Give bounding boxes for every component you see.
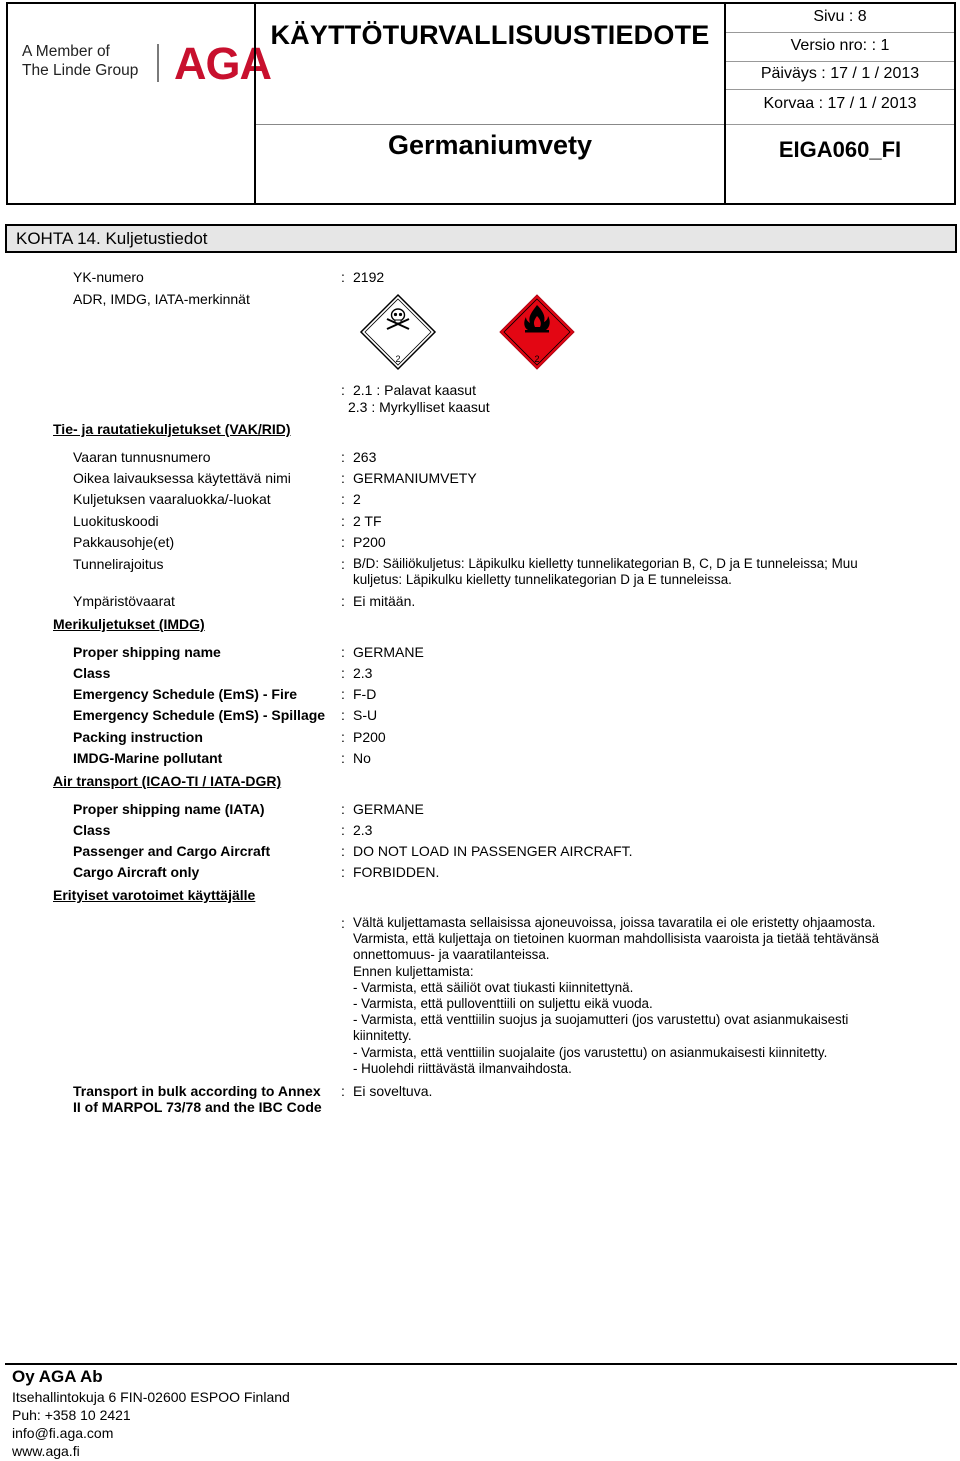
packing-instruction-value: P200 [353,534,386,550]
document-meta [726,4,954,203]
logo-divider [157,44,159,82]
iata-shipping-name-label: Proper shipping name (IATA) [73,801,265,817]
colon: : [341,843,345,859]
marine-pollutant-label: IMDG-Marine pollutant [73,750,223,766]
page-number: Sivu : 8 [813,8,867,25]
precaution-line: - Varmista, että säiliöt ovat tiukasti kiinnitettynä. [353,979,634,995]
meta-divider [726,32,954,33]
markings-label: ADR, IMDG, IATA-merkinnät [73,291,250,307]
colon: : [341,801,345,817]
precaution-line: - Varmista, että venttiilin suojus ja suojamutteri (jos varustettu) ovat asianmukaisesti [353,1012,849,1028]
road-rail-heading: Tie- ja rautatiekuljetukset (VAK/RID) [53,421,291,437]
document-title: KÄYTTÖTURVALLISUUSTIEDOTE [270,20,710,50]
tunnel-restriction-value [353,556,858,588]
replaces-date: Korvaa : 17 / 1 / 2013 [763,95,917,112]
footer-website[interactable]: www.aga.fi [12,1443,80,1459]
document-header [6,2,956,205]
hazard-class-label: Kuljetuksen vaaraluokka/-luokat [73,491,271,507]
bulk-label-line: Transport in bulk according to Annex [73,1083,321,1099]
sea-shipping-name-label: Proper shipping name [73,644,221,660]
packing-instruction-label: Pakkausohje(et) [73,534,175,550]
flammable-gas-pictogram [497,292,577,372]
hazard-id-value: 263 [353,449,377,465]
precaution-line: onnettomuus- ja vaaratilanteissa. [353,947,550,963]
special-precautions-text [353,915,879,1077]
shipping-name-label: Oikea laivauksessa käytettävä nimi [73,470,291,486]
meta-divider [726,61,954,62]
tunnel-line: B/D: Säiliökuljetus: Läpikulku kielletty tunnelikategorian B, C, D ja E tunneleissa; Muu [353,556,858,571]
colon: : [341,449,345,465]
colon: : [341,822,345,838]
linde-group-text [22,42,138,80]
sea-class-value: 2.3 [353,665,373,681]
bulk-label-line: II of MARPOL 73/78 and the IBC Code [73,1099,322,1115]
footer-company: Oy AGA Ab [12,1367,103,1386]
pictogram-class-number: 2 [534,354,540,364]
colon: : [341,593,345,609]
product-name: Germaniumvety [387,130,593,160]
precaution-line: kiinnitetty. [353,1028,412,1044]
cargo-aircraft-value: FORBIDDEN. [353,864,440,880]
footer-phone: Puh: +358 10 2421 [12,1407,131,1423]
colon: : [341,707,345,723]
iata-shipping-name-value: GERMANE [353,801,424,817]
un-number-label: YK-numero [73,269,144,285]
colon: : [341,534,345,550]
shipping-name-value: GERMANIUMVETY [353,470,477,486]
colon: : [341,686,345,702]
sea-packing-value: P200 [353,729,386,745]
passenger-aircraft-value: DO NOT LOAD IN PASSENGER AIRCRAFT. [353,843,633,859]
ems-fire-label: Emergency Schedule (EmS) - Fire [73,686,298,702]
colon: : [341,750,345,766]
section-title: KOHTA 14. Kuljetustiedot [5,224,957,253]
ems-spillage-label: Emergency Schedule (EmS) - Spillage [73,707,326,723]
colon: : [341,269,345,285]
sea-shipping-name-value: GERMANE [353,644,424,660]
colon: : [341,1083,345,1099]
passenger-aircraft-label: Passenger and Cargo Aircraft [73,843,271,859]
hazard-class-value: 2 [353,491,361,507]
aga-logo: AGA [174,38,271,89]
precaution-line: Ennen kuljettamista: [353,963,474,979]
tunnel-restriction-label: Tunnelirajoitus [73,556,164,572]
ems-spillage-value: S-U [353,707,378,723]
ems-fire-value: F-D [353,686,377,702]
meta-divider [726,89,954,90]
special-precautions-heading: Erityiset varotoimet käyttäjälle [53,887,256,903]
environmental-hazards-value: Ei mitään. [353,593,416,609]
marking-class-2-3: 2.3 : Myrkylliset kaasut [348,399,490,415]
document-code: EIGA060_FI [778,137,902,162]
colon: : [341,864,345,880]
classification-code-value: 2 TF [353,513,382,529]
air-transport-heading: Air transport (ICAO-TI / IATA-DGR) [53,773,282,789]
colon: : [341,665,345,681]
marine-pollutant-value: No [353,750,371,766]
version-number: Versio nro: : 1 [790,37,890,54]
pictogram-class-number: 2 [395,354,401,364]
un-number-value: 2192 [353,269,385,285]
colon: : [341,491,345,507]
sea-transport-heading: Merikuljetukset (IMDG) [53,616,205,632]
tunnel-line: kuljetus: Läpikulku kielletty tunnelikategorian D ja E tunneleissa. [353,572,732,588]
title-column [254,4,726,203]
sea-packing-label: Packing instruction [73,729,203,745]
precaution-line: - Huolehdi riittävästä ilmanvaihdosta. [353,1060,572,1076]
hazard-id-label: Vaaran tunnusnumero [73,449,211,465]
issue-date: Päiväys : 17 / 1 / 2013 [760,65,920,82]
precaution-line: Varmista, että kuljettaja on tietoinen kuorman mahdollisista vaaroista ja tietää tehtävänsä [353,931,879,947]
colon: : [341,513,345,529]
toxic-gas-pictogram [358,292,438,372]
bulk-transport-label [73,1083,322,1115]
air-class-label: Class [73,822,111,838]
meta-divider [726,124,954,125]
colon: : [341,470,345,486]
company-logo [8,4,271,124]
colon: : [341,729,345,745]
colon: : [341,644,345,660]
logo-text-line1: A Member of [22,43,110,60]
sea-class-label: Class [73,665,111,681]
title-divider [256,124,724,125]
logo-text-line2: The Linde Group [22,62,139,79]
footer-email[interactable]: info@fi.aga.com [12,1425,114,1441]
air-class-value: 2.3 [353,822,373,838]
colon: : [341,915,345,931]
colon: : [341,382,345,398]
precaution-line: - Varmista, että venttiilin suojalaite (jos varustettu) on asianmukaisesti kiinnitetty. [353,1044,828,1060]
classification-code-label: Luokituskoodi [73,513,159,529]
precaution-line: Vältä kuljettamasta sellaisissa ajoneuvoissa, joissa tavaratila ei ole eristetty ohjaamosta. [353,915,876,930]
environmental-hazards-label: Ympäristövaarat [73,593,175,609]
footer-divider [5,1363,957,1365]
bulk-transport-value: Ei soveltuva. [353,1083,433,1099]
footer-address: Itsehallintokuja 6 FIN-02600 ESPOO Finland [12,1389,290,1405]
cargo-aircraft-label: Cargo Aircraft only [73,864,200,880]
precaution-line: - Varmista, että pulloventtiili on suljettu eikä vuoda. [353,996,653,1012]
colon: : [341,556,345,572]
marking-class-2-1: 2.1 : Palavat kaasut [353,382,476,398]
